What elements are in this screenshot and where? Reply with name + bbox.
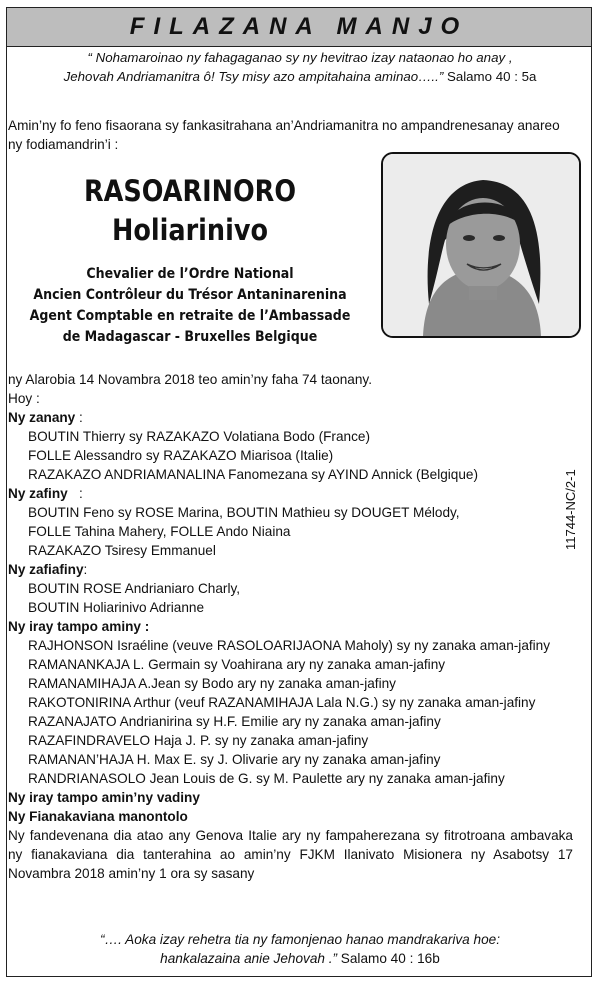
end-quote-line1: “…. Aoka izay rehetra tia ny famonjenao hanao mandrakariva hoe:: [100, 932, 500, 947]
end-quote: [0, 930, 600, 968]
family-heading-children: [8, 408, 573, 427]
deceased-title: Chevalier de l’Ordre National: [86, 266, 294, 282]
family-member: RAMANAMIHAJA A.Jean sy Bodo ary ny zanaka aman-jafiny: [28, 676, 396, 691]
portrait-photo: [381, 152, 581, 338]
deceased-name-block: [10, 172, 370, 348]
family-heading-siblings: [8, 617, 573, 636]
family-heading: Ny zanany: [8, 410, 76, 425]
header-banner: [7, 8, 591, 47]
deceased-given-name: Holiarinivo: [111, 213, 269, 247]
notice-body: [8, 370, 573, 883]
family-heading: Ny iray tampo aminy :: [8, 619, 150, 634]
family-member: RANDRIANASOLO Jean Louis de G. sy M. Paulette ary ny zanaka aman-jafiny: [28, 771, 505, 786]
death-notice: ny Alarobia 14 Novambra 2018 teo amin’ny faha 74 taonany.: [8, 372, 372, 387]
family-heading: Ny iray tampo amin’ny vadiny: [8, 790, 200, 805]
family-heading: Ny zafiafiny: [8, 562, 84, 577]
deceased-titles: [10, 264, 370, 348]
reference-code: 11744-NC/2-1: [563, 469, 578, 550]
family-member: RAMANAN’HAJA H. Max E. sy J. Olivarie ary ny zanaka aman-jafiny: [28, 752, 441, 767]
family-heading-suffix: :: [83, 562, 88, 577]
hoy-label: Hoy :: [8, 391, 40, 406]
top-quote: [0, 48, 600, 86]
family-heading: Ny Fianakaviana manontolo: [8, 809, 188, 824]
family-member: RAZAFINDRAVELO Haja J. P. sy ny zanaka aman-jafiny: [28, 733, 369, 748]
deceased-surname: RASOARINORO: [83, 174, 297, 208]
family-member: RAJHONSON Israéline (veuve RASOLOARIJAONA Maholy) sy ny zanaka aman-jafiny: [28, 638, 551, 653]
family-heading: Ny zafiny: [8, 486, 68, 501]
deceased-title: Agent Comptable en retraite de l’Ambassade: [29, 308, 351, 324]
family-member: FOLLE Tahina Mahery, FOLLE Ando Niaina: [28, 524, 291, 539]
funeral-details: Ny fandevenana dia atao any Genova Italie ary ny fampaherezana sy fitrotroana ambavaka ny fianakaviana dia tanterahina ao amin’ny FJKM Ilanivato Misionera ny Asabotsy 17 Novambra 2018 amin’ny 1 ora sy sasany: [8, 828, 573, 881]
family-heading-grandchildren: [8, 484, 573, 503]
top-quote-line2: Jehovah Andriamanitra ô! Tsy misy azo ampitahaina aminao…..”: [63, 69, 444, 84]
family-member: BOUTIN Feno sy ROSE Marina, BOUTIN Mathieu sy DOUGET Mélody,: [28, 505, 460, 520]
deceased-title: Ancien Contrôleur du Trésor Antaninarenina: [33, 287, 347, 303]
family-member: RAMANANKAJA L. Germain sy Voahirana ary ny zanaka aman-jafiny: [28, 657, 446, 672]
family-member: RAZAKAZO ANDRIAMANALINA Fanomezana sy AYIND Annick (Belgique): [28, 467, 479, 482]
family-heading-great-grandchildren: [8, 560, 573, 579]
family-member: BOUTIN Thierry sy RAZAKAZO Volatiana Bodo (France): [28, 429, 370, 444]
family-member: BOUTIN ROSE Andrianiaro Charly,: [28, 581, 241, 596]
family-heading-whole-family: [8, 807, 573, 826]
family-heading-suffix: :: [67, 486, 83, 501]
header-title: FILAZANA MANJO: [129, 13, 469, 40]
family-member: RAZAKAZO Tsiresy Emmanuel: [28, 543, 216, 558]
top-quote-line1: “ Nohamaroinao ny fahagaganao sy ny hevitrao izay nataonao ho anay ,: [87, 50, 513, 65]
end-quote-reference: Salamo 40 : 16b: [337, 951, 440, 966]
end-quote-line2: hankalazaina anie Jehovah .”: [160, 951, 338, 966]
family-member: FOLLE Alessandro sy RAZAKAZO Miarisoa (Italie): [28, 448, 334, 463]
family-member: RAKOTONIRINA Arthur (veuf RAZANAMIHAJA Lala N.G.) sy ny zanaka aman-jafiny: [28, 695, 536, 710]
family-heading-spouse-siblings: [8, 788, 573, 807]
family-member: RAZANAJATO Andrianirina sy H.F. Emilie ary ny zanaka aman-jafiny: [28, 714, 441, 729]
family-heading-suffix: :: [75, 410, 83, 425]
deceased-title: de Madagascar - Bruxelles Belgique: [62, 329, 318, 345]
family-member: BOUTIN Holiarinivo Adrianne: [28, 600, 205, 615]
intro-text: Amin’ny fo feno fisaorana sy fankasitrahana an’Andriamanitra no ampandrenesanay anareo ny fodiamandrin’i :: [8, 118, 560, 152]
portrait-image: [383, 154, 579, 336]
top-quote-reference: Salamo 40 : 5a: [443, 69, 537, 84]
